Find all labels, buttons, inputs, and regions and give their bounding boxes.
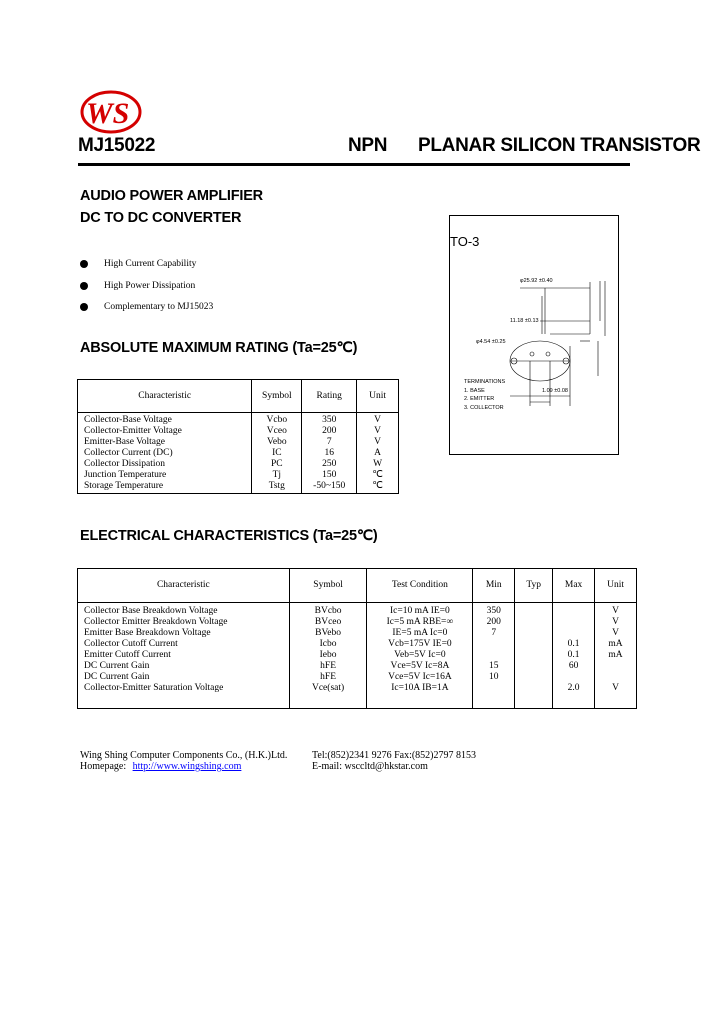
feature-item: High Current Capability xyxy=(80,259,196,269)
table-cell: V xyxy=(374,437,381,447)
feature-item: High Power Dissipation xyxy=(80,281,195,291)
table-cell: V xyxy=(374,415,381,425)
table-cell: Vcbo xyxy=(252,413,302,427)
table-cell: 60 xyxy=(553,661,595,672)
table-header: Characteristic Symbol Test Condition Min Typ Max Unit xyxy=(78,569,637,603)
table-cell xyxy=(515,672,553,683)
table-row xyxy=(78,603,637,618)
table-cell: Collector-Base Voltage xyxy=(78,413,252,427)
ws-logo-icon xyxy=(78,90,142,136)
table-cell: Vceo xyxy=(252,426,302,437)
table-row xyxy=(78,639,637,650)
table-cell: Collector Current (DC) xyxy=(78,448,252,459)
table-cell: V xyxy=(612,683,619,693)
table-cell xyxy=(553,628,595,639)
table-cell: V xyxy=(374,426,381,436)
table-cell xyxy=(473,683,515,709)
table-cell: Emitter-Base Voltage xyxy=(78,437,252,448)
table-cell: Tstg xyxy=(252,481,302,494)
table-cell: W xyxy=(373,459,383,469)
table-cell: mA xyxy=(608,650,623,660)
table-row xyxy=(78,459,399,470)
table-cell xyxy=(515,683,553,709)
table-cell xyxy=(595,661,637,672)
application-2: DC TO DC CONVERTER xyxy=(80,210,242,226)
table-cell xyxy=(473,650,515,661)
table-cell: 350 xyxy=(302,413,357,427)
table-row xyxy=(78,470,399,481)
table-cell: V xyxy=(612,606,619,616)
transistor-type: NPN xyxy=(348,135,388,156)
table-cell: Vce=5V Ic=8A xyxy=(367,661,473,672)
table-cell: Ic=5 mA RBE=∞ xyxy=(367,617,473,628)
table-cell: Vebo xyxy=(252,437,302,448)
table-row xyxy=(78,448,399,459)
table-cell: Vce(sat) xyxy=(289,683,367,709)
table-cell: 16 xyxy=(302,448,357,459)
table-cell: BVcbo xyxy=(289,603,367,618)
table-cell: Collector-Emitter Saturation Voltage xyxy=(78,683,290,709)
table-cell: Emitter Cutoff Current xyxy=(78,650,290,661)
table-cell xyxy=(553,603,595,618)
table-cell: ℃ xyxy=(372,470,383,480)
table-cell: A xyxy=(374,448,381,458)
elec-title: ELECTRICAL CHARACTERISTICS (Ta=25℃) xyxy=(80,528,378,544)
table-cell: IE=5 mA Ic=0 xyxy=(367,628,473,639)
table-cell: 7 xyxy=(302,437,357,448)
table-row xyxy=(78,661,637,672)
table-cell: Collector Dissipation xyxy=(78,459,252,470)
table-cell: Ic=10A IB=1A xyxy=(367,683,473,709)
table-cell: DC Current Gain xyxy=(78,672,290,683)
part-number: MJ15022 xyxy=(78,135,156,156)
table-cell: 0.1 xyxy=(553,639,595,650)
table-cell: Emitter Base Breakdown Voltage xyxy=(78,628,290,639)
table-cell xyxy=(515,603,553,618)
bullet-icon xyxy=(80,260,88,268)
table-cell: Storage Temperature xyxy=(78,481,252,494)
table-cell: 200 xyxy=(302,426,357,437)
homepage-link[interactable]: http://www.wingshing.com xyxy=(132,761,242,772)
table-cell: 10 xyxy=(473,672,515,683)
table-cell: IC xyxy=(252,448,302,459)
bullet-icon xyxy=(80,282,88,290)
application-1: AUDIO POWER AMPLIFIER xyxy=(80,188,263,204)
table-row xyxy=(78,672,637,683)
table-row xyxy=(78,426,399,437)
table-cell: Collector Cutoff Current xyxy=(78,639,290,650)
table-header: Characteristic Symbol Rating Unit xyxy=(78,380,399,413)
abs-max-table xyxy=(77,379,399,494)
table-cell: 2.0 xyxy=(553,683,595,709)
table-cell xyxy=(515,639,553,650)
email: E-mail: wsccltd@hkstar.com xyxy=(312,761,428,772)
table-cell xyxy=(553,672,595,683)
company-name: Wing Shing Computer Components Co., (H.K.)Ltd. xyxy=(80,750,288,761)
table-cell xyxy=(515,661,553,672)
table-cell: ℃ xyxy=(372,481,383,491)
table-cell: hFE xyxy=(289,661,367,672)
table-cell: V xyxy=(612,617,619,627)
table-cell: Ic=10 mA IE=0 xyxy=(367,603,473,618)
table-row xyxy=(78,413,399,427)
table-cell: Tj xyxy=(252,470,302,481)
table-cell: PC xyxy=(252,459,302,470)
table-cell: -50~150 xyxy=(302,481,357,494)
table-cell: BVceo xyxy=(289,617,367,628)
svg-text:WS: WS xyxy=(86,97,130,130)
table-cell: 350 xyxy=(473,603,515,618)
package-name: TO-3 xyxy=(450,234,480,249)
table-cell: Veb=5V Ic=0 xyxy=(367,650,473,661)
feature-item: Complementary to MJ15023 xyxy=(80,302,213,312)
dim-left: φ4.54 ±0.25 xyxy=(476,339,506,345)
bullet-icon xyxy=(80,303,88,311)
table-row xyxy=(78,437,399,448)
abs-max-title: ABSOLUTE MAXIMUM RATING (Ta=25℃) xyxy=(80,340,358,356)
table-cell: Icbo xyxy=(289,639,367,650)
table-cell xyxy=(553,617,595,628)
page-title: PLANAR SILICON TRANSISTOR xyxy=(418,135,701,156)
table-cell: Vcb=175V IE=0 xyxy=(367,639,473,650)
dim-mid2: 1.09 ±0.08 xyxy=(542,388,568,394)
table-cell: DC Current Gain xyxy=(78,661,290,672)
table-cell: Collector Base Breakdown Voltage xyxy=(78,603,290,618)
table-cell: 15 xyxy=(473,661,515,672)
table-cell: Collector-Emitter Voltage xyxy=(78,426,252,437)
dim-top: φ25.92 ±0.40 xyxy=(520,278,553,284)
table-row xyxy=(78,650,637,661)
table-cell: 200 xyxy=(473,617,515,628)
table-cell: 7 xyxy=(473,628,515,639)
table-cell: 150 xyxy=(302,470,357,481)
table-cell: 0.1 xyxy=(553,650,595,661)
table-cell xyxy=(515,617,553,628)
homepage: Homepage: http://www.wingshing.com xyxy=(80,761,242,772)
table-cell xyxy=(473,639,515,650)
table-row xyxy=(78,481,399,494)
table-row xyxy=(78,683,637,709)
table-cell: 250 xyxy=(302,459,357,470)
terminations: TERMINATIONS 1. BASE 2. EMITTER 3. COLLECTOR xyxy=(464,379,506,411)
table-cell: Junction Temperature xyxy=(78,470,252,481)
table-cell: Vce=5V Ic=16A xyxy=(367,672,473,683)
table-cell: Iebo xyxy=(289,650,367,661)
package-drawing xyxy=(449,215,619,455)
table-row xyxy=(78,617,637,628)
dim-mid1: 11.18 ±0.13 xyxy=(510,318,539,324)
table-cell: hFE xyxy=(289,672,367,683)
table-cell: BVebo xyxy=(289,628,367,639)
elec-table xyxy=(77,568,637,709)
table-row xyxy=(78,628,637,639)
table-cell xyxy=(515,628,553,639)
header-rule xyxy=(78,163,630,166)
table-cell xyxy=(595,672,637,683)
table-cell xyxy=(515,650,553,661)
tel-fax: Tel:(852)2341 9276 Fax:(852)2797 8153 xyxy=(312,750,477,761)
table-cell: Collector Emitter Breakdown Voltage xyxy=(78,617,290,628)
table-cell: V xyxy=(612,628,619,638)
table-cell: mA xyxy=(608,639,623,649)
